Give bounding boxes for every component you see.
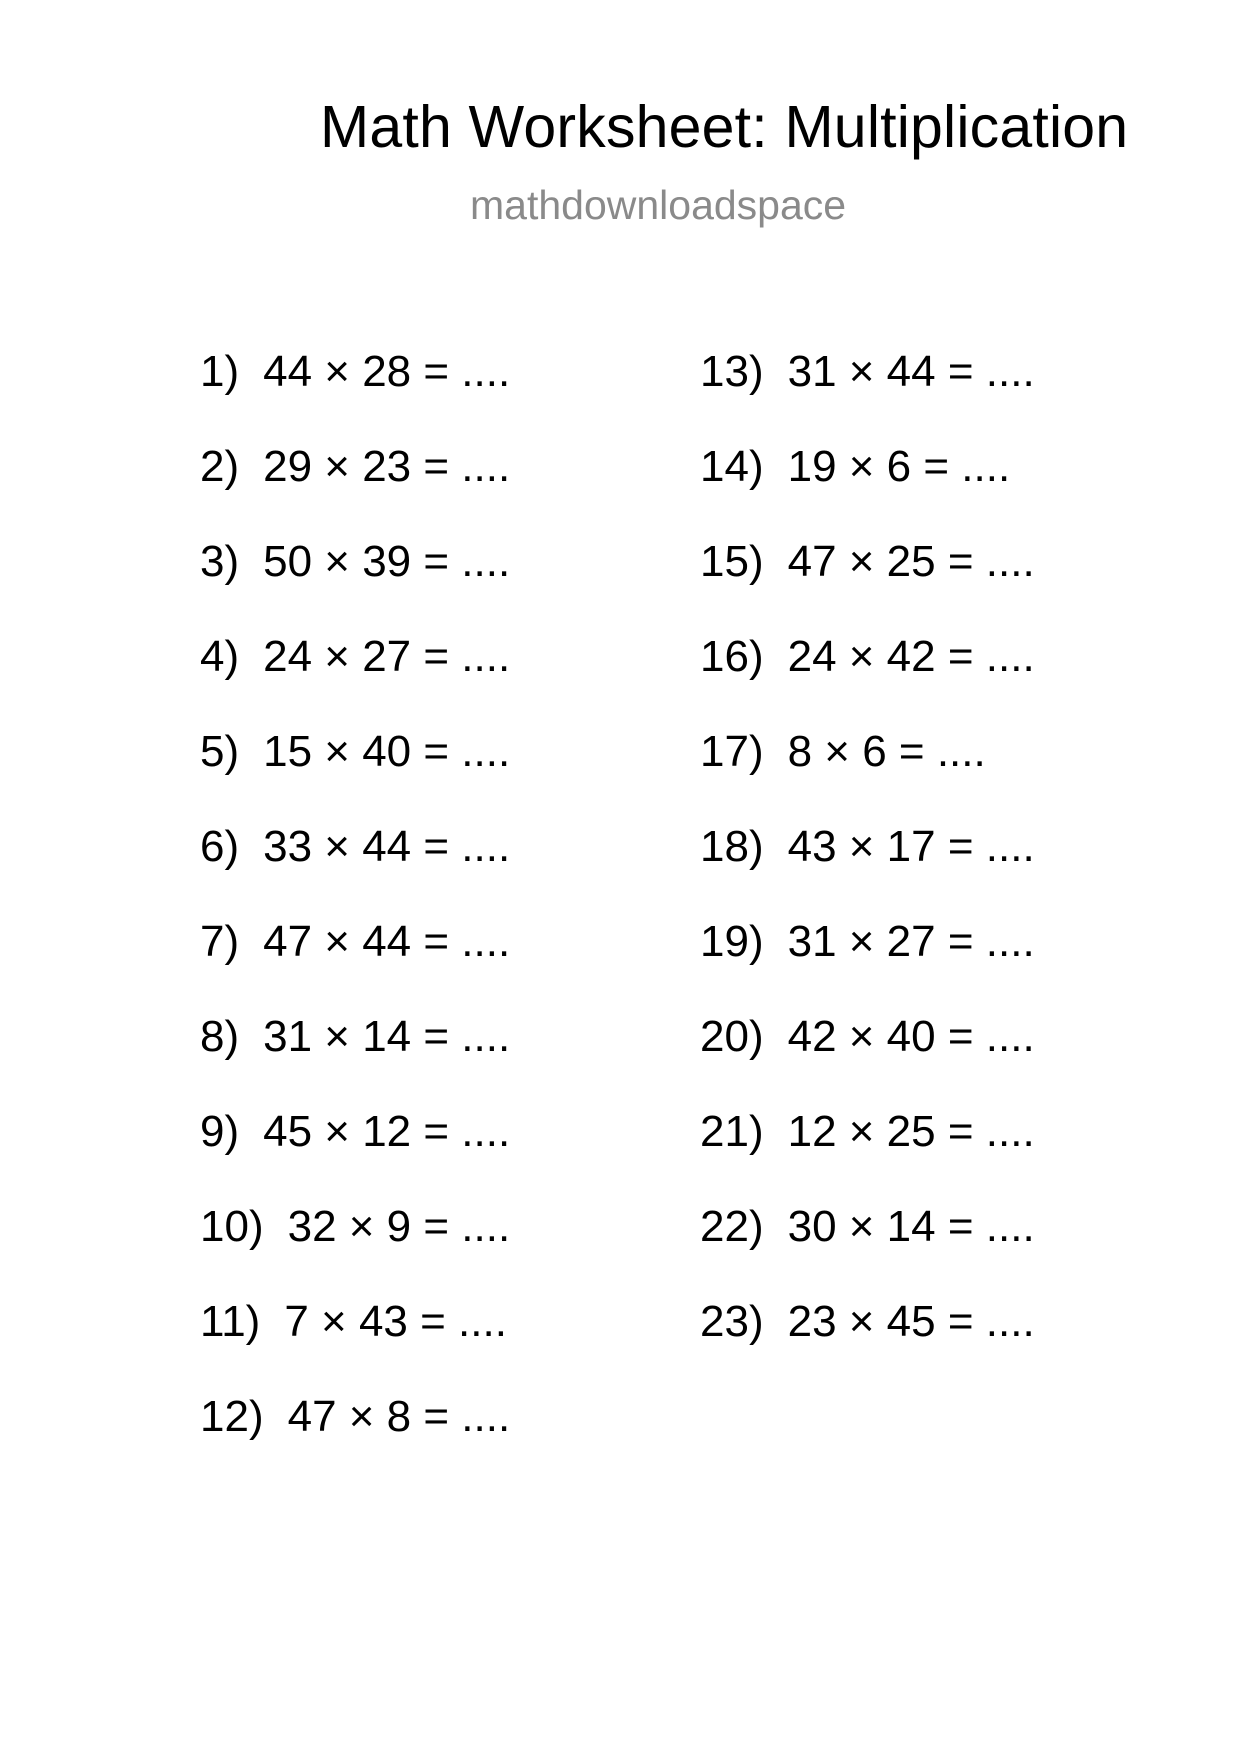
- problem-expression: 43 × 17 = ....: [787, 822, 1035, 871]
- problem-item: [700, 1297, 1120, 1395]
- problem-expression: 47 × 25 = ....: [787, 537, 1035, 586]
- problem-expression: 31 × 44 = ....: [787, 347, 1035, 396]
- problem-item: [700, 537, 1120, 635]
- problem-number: 18): [700, 822, 764, 871]
- problem-number: 2): [200, 442, 240, 491]
- problem-expression: 31 × 27 = ....: [787, 917, 1035, 966]
- problem-item: [700, 1012, 1120, 1110]
- problem-item: [700, 1202, 1120, 1300]
- problem-expression: 7 × 43 = ....: [284, 1297, 507, 1346]
- problem-number: 11): [200, 1297, 261, 1346]
- problem-item: [200, 1297, 620, 1395]
- problem-expression: 30 × 14 = ....: [787, 1202, 1035, 1251]
- problem-expression: 44 × 28 = ....: [263, 347, 511, 396]
- problem-number: 3): [200, 537, 240, 586]
- problem-expression: 24 × 27 = ....: [263, 632, 511, 681]
- problem-expression: 29 × 23 = ....: [263, 442, 511, 491]
- problem-number: 9): [200, 1107, 240, 1156]
- page-subtitle: mathdownloadspace: [470, 182, 847, 228]
- problem-item: [700, 442, 1120, 540]
- problem-expression: 8 × 6 = ....: [787, 727, 986, 776]
- problem-number: 16): [700, 632, 764, 681]
- problem-item: [200, 1202, 620, 1300]
- problem-item: [200, 822, 620, 920]
- problem-number: 13): [700, 347, 764, 396]
- problem-expression: 24 × 42 = ....: [787, 632, 1035, 681]
- problem-expression: 42 × 40 = ....: [787, 1012, 1035, 1061]
- problem-number: 19): [700, 917, 764, 966]
- problem-number: 8): [200, 1012, 240, 1061]
- problem-expression: 19 × 6 = ....: [787, 442, 1011, 491]
- problem-column-right: [700, 347, 1120, 1395]
- problem-number: 22): [700, 1202, 764, 1251]
- problem-expression: 50 × 39 = ....: [263, 537, 511, 586]
- problem-number: 10): [200, 1202, 264, 1251]
- problem-item: [200, 917, 620, 1015]
- problem-item: [200, 442, 620, 540]
- problem-expression: 12 × 25 = ....: [787, 1107, 1035, 1156]
- problem-number: 17): [700, 727, 764, 776]
- problem-expression: 31 × 14 = ....: [263, 1012, 511, 1061]
- problem-item: [200, 632, 620, 730]
- problem-item: [200, 727, 620, 825]
- problem-item: [700, 347, 1120, 445]
- problem-number: 5): [200, 727, 240, 776]
- problem-item: [700, 822, 1120, 920]
- problem-number: 4): [200, 632, 240, 681]
- problem-number: 1): [200, 347, 240, 396]
- problem-expression: 47 × 8 = ....: [287, 1392, 511, 1441]
- problem-item: [700, 917, 1120, 1015]
- problem-column-left: [200, 347, 620, 1490]
- problem-number: 21): [700, 1107, 764, 1156]
- problem-number: 12): [200, 1392, 264, 1441]
- problem-number: 23): [700, 1297, 764, 1346]
- problem-expression: 33 × 44 = ....: [263, 822, 511, 871]
- problem-item: [700, 1107, 1120, 1205]
- problem-number: 15): [700, 537, 764, 586]
- problem-expression: 47 × 44 = ....: [263, 917, 511, 966]
- problem-item: [700, 632, 1120, 730]
- page-title: Math Worksheet: Multiplication: [320, 94, 1129, 160]
- problem-number: 7): [200, 917, 240, 966]
- problem-item: [200, 1392, 620, 1490]
- problem-item: [700, 727, 1120, 825]
- problem-number: 14): [700, 442, 764, 491]
- problem-item: [200, 347, 620, 445]
- problem-expression: 23 × 45 = ....: [787, 1297, 1035, 1346]
- problem-expression: 32 × 9 = ....: [287, 1202, 511, 1251]
- problem-item: [200, 1012, 620, 1110]
- problem-number: 20): [700, 1012, 764, 1061]
- problem-number: 6): [200, 822, 240, 871]
- problem-item: [200, 537, 620, 635]
- problem-expression: 45 × 12 = ....: [263, 1107, 511, 1156]
- problem-expression: 15 × 40 = ....: [263, 727, 511, 776]
- problem-item: [200, 1107, 620, 1205]
